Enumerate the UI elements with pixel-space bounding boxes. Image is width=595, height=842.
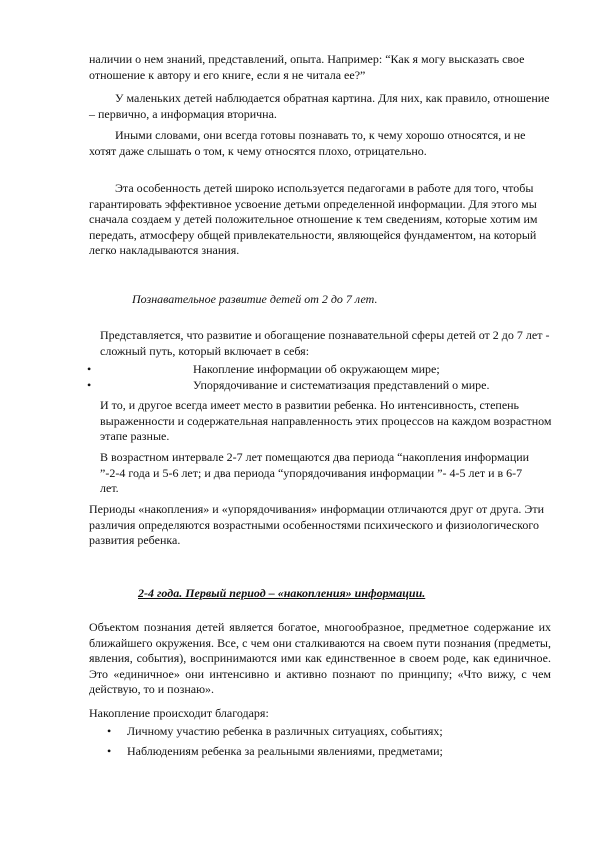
paragraph-5: Представляется, что развитие и обогащение познавательной сферы детей от 2 до 7 лет - сложный путь, который включает в себя: [100,328,550,358]
paragraph-1: наличии о нем знаний, представлений, опыта. Например: “Как я могу высказать свое отношение к автору и его книге, если я не читала ее?” [89,52,525,82]
list-item-text: Упорядочивание и систематизация представлений о мире. [193,378,490,392]
list-item-text: Личному участию ребенка в различных ситуациях, событиях; [127,724,443,738]
list-item-text: Накопление информации об окружающем мире; [193,362,440,376]
paragraph-4: Эта особенность детей широко используется педагогами в работе для того, чтобы гарантировать эффективное усвоение детьми определенной информации. Для этого мы сначала создаем у детей положительное отношение к тем сведениям, которые хотим им передать, атмосферу общей привлекательности, являющейся фундаментом, на который легко накладываются знания. [89,181,538,257]
paragraph-7: В возрастном интервале 2-7 лет помещаются два периода “накопления информации ”-2-4 года и 5-6 лет; и два периода “упорядочивания информации ”- 4-5 лет и в 6-7 лет. [100,450,530,495]
section-heading-first-period: 2-4 года. Первый период – «накопления» информации. [138,586,426,600]
bullet-icon: • [87,378,92,392]
paragraph-8: Периоды «накопления» и «упорядочивания» информации отличаются друг от друга. Эти различия определяются возрастными особенностями психического и физиологического развития ребенка. [89,502,544,547]
bullet-icon: • [107,744,112,758]
list-item-text: Наблюдениям ребенка за реальными явлениями, предметами; [127,744,443,758]
bullet-icon: • [87,362,92,376]
paragraph-3: Иными словами, они всегда готовы познавать то, к чему хорошо относятся, и не хотят даже слышать о том, к чему относятся плохо, отрицательно. [89,128,526,158]
paragraph-6: И то, и другое всегда имеет место в развитии ребенка. Но интенсивность, степень выраженности и содержательная направленность этих процессов на каждом возрастном этапе разные. [100,398,552,443]
section-heading-cognitive-development: Познавательное развитие детей от 2 до 7 лет. [132,292,378,306]
paragraph-10: Накопление происходит благодаря: [89,706,269,720]
paragraph-2: У маленьких детей наблюдается обратная картина. Для них, как правило, отношение – первично, а информация вторична. [89,91,550,121]
paragraph-9: Объектом познания детей является богатое, многообразное, предметное содержание их ближайшего окружения. Все, с чем они сталкиваются на своем пути познания (предметы, явления, события), воспринимаются ими как единственное в своем роде, как единичное. Это «единичное» они интенсивно и активно познают по принципу; «Что вижу, с чем действую, то и познаю». [89,620,551,696]
bullet-icon: • [107,724,112,738]
